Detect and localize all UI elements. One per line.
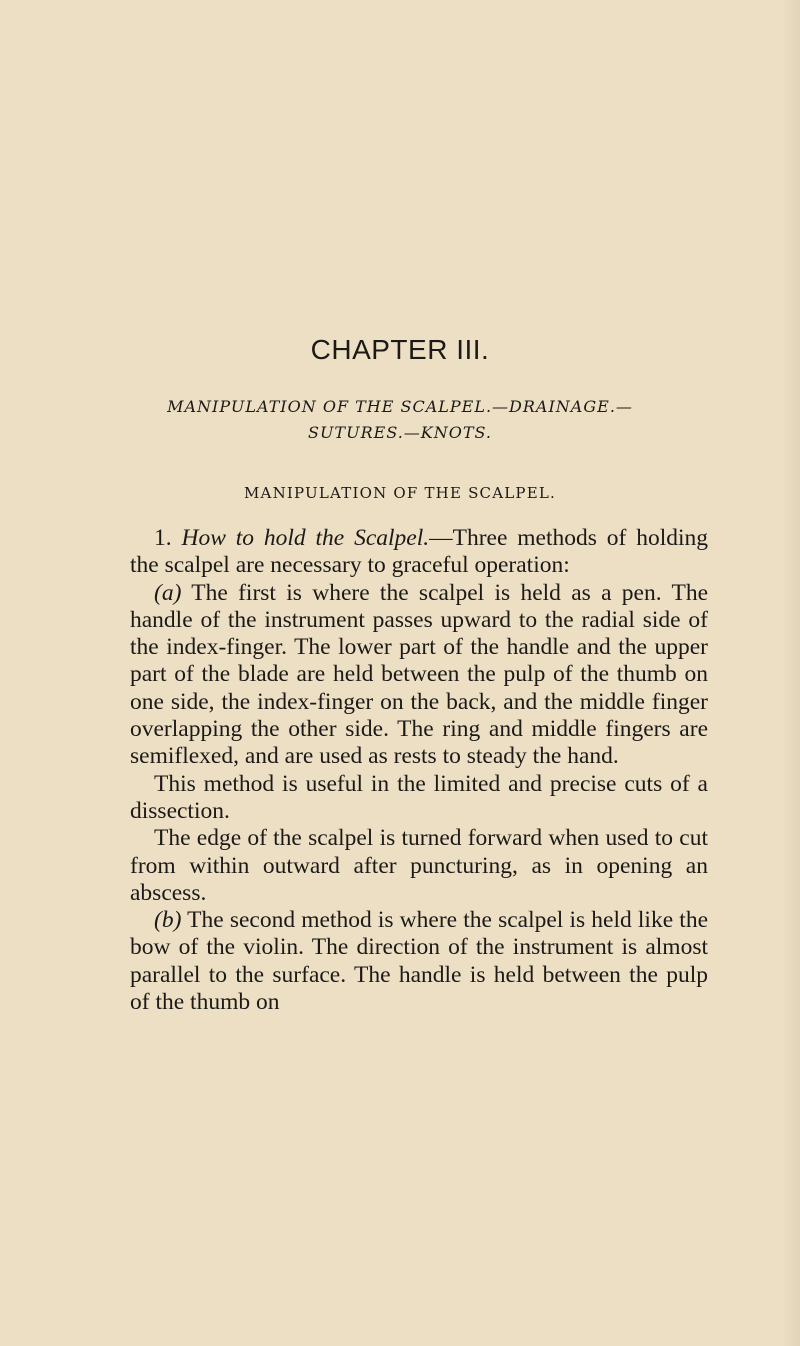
paragraph-1	[130, 525, 708, 580]
paragraph-marker-b: (b)	[154, 907, 182, 934]
chapter-subtitle-line-2: SUTURES.—KNOTS.	[307, 423, 493, 442]
paragraph-1-text: —Three methods of holding the scalpel are necessary to graceful operation:	[130, 525, 709, 579]
paragraph-marker-a: (a)	[154, 579, 182, 606]
paragraph-number: 1.	[154, 525, 172, 551]
section-heading: MANIPULATION OF THE SCALPEL.	[243, 484, 556, 502]
paragraph-5-text: The second method is where the scalpel is held like the bow of the violin. The direction of the instrument is almost parallel to the surface. The handle is held between the pulp of the thumb on	[130, 907, 709, 1016]
body-text	[130, 525, 708, 1016]
chapter-title: CHAPTER III.	[310, 334, 490, 365]
paragraph-2	[130, 580, 708, 771]
chapter-subtitle-line-1: MANIPULATION OF THE SCALPEL.—DRAINAGE.—	[167, 397, 633, 416]
paragraph-3	[130, 771, 708, 826]
page-edge-shading	[782, 0, 800, 1346]
paragraph-3-text: This method is useful in the limited and precise cuts of a dissection.	[130, 770, 708, 824]
paragraph-4	[130, 825, 708, 907]
paragraph-4-text: The edge of the scalpel is turned forward when used to cut from within outward after puncturing, as in opening an abscess.	[130, 825, 708, 906]
paragraph-5	[130, 907, 708, 1016]
paragraph-title: How to hold the Scalpel.	[181, 525, 430, 551]
paragraph-2-text: The first is where the scalpel is held as a pen. The handle of the instrument passes upward to the radial side of the index-finger. The lower part of the handle and the upper part of the blade are held between the pulp of the thumb on one side, the index-finger on the back, and the middle finger overlapping the other side. The ring and middle fingers are semiflexed, and are used as rests to steady the hand.	[130, 579, 708, 770]
